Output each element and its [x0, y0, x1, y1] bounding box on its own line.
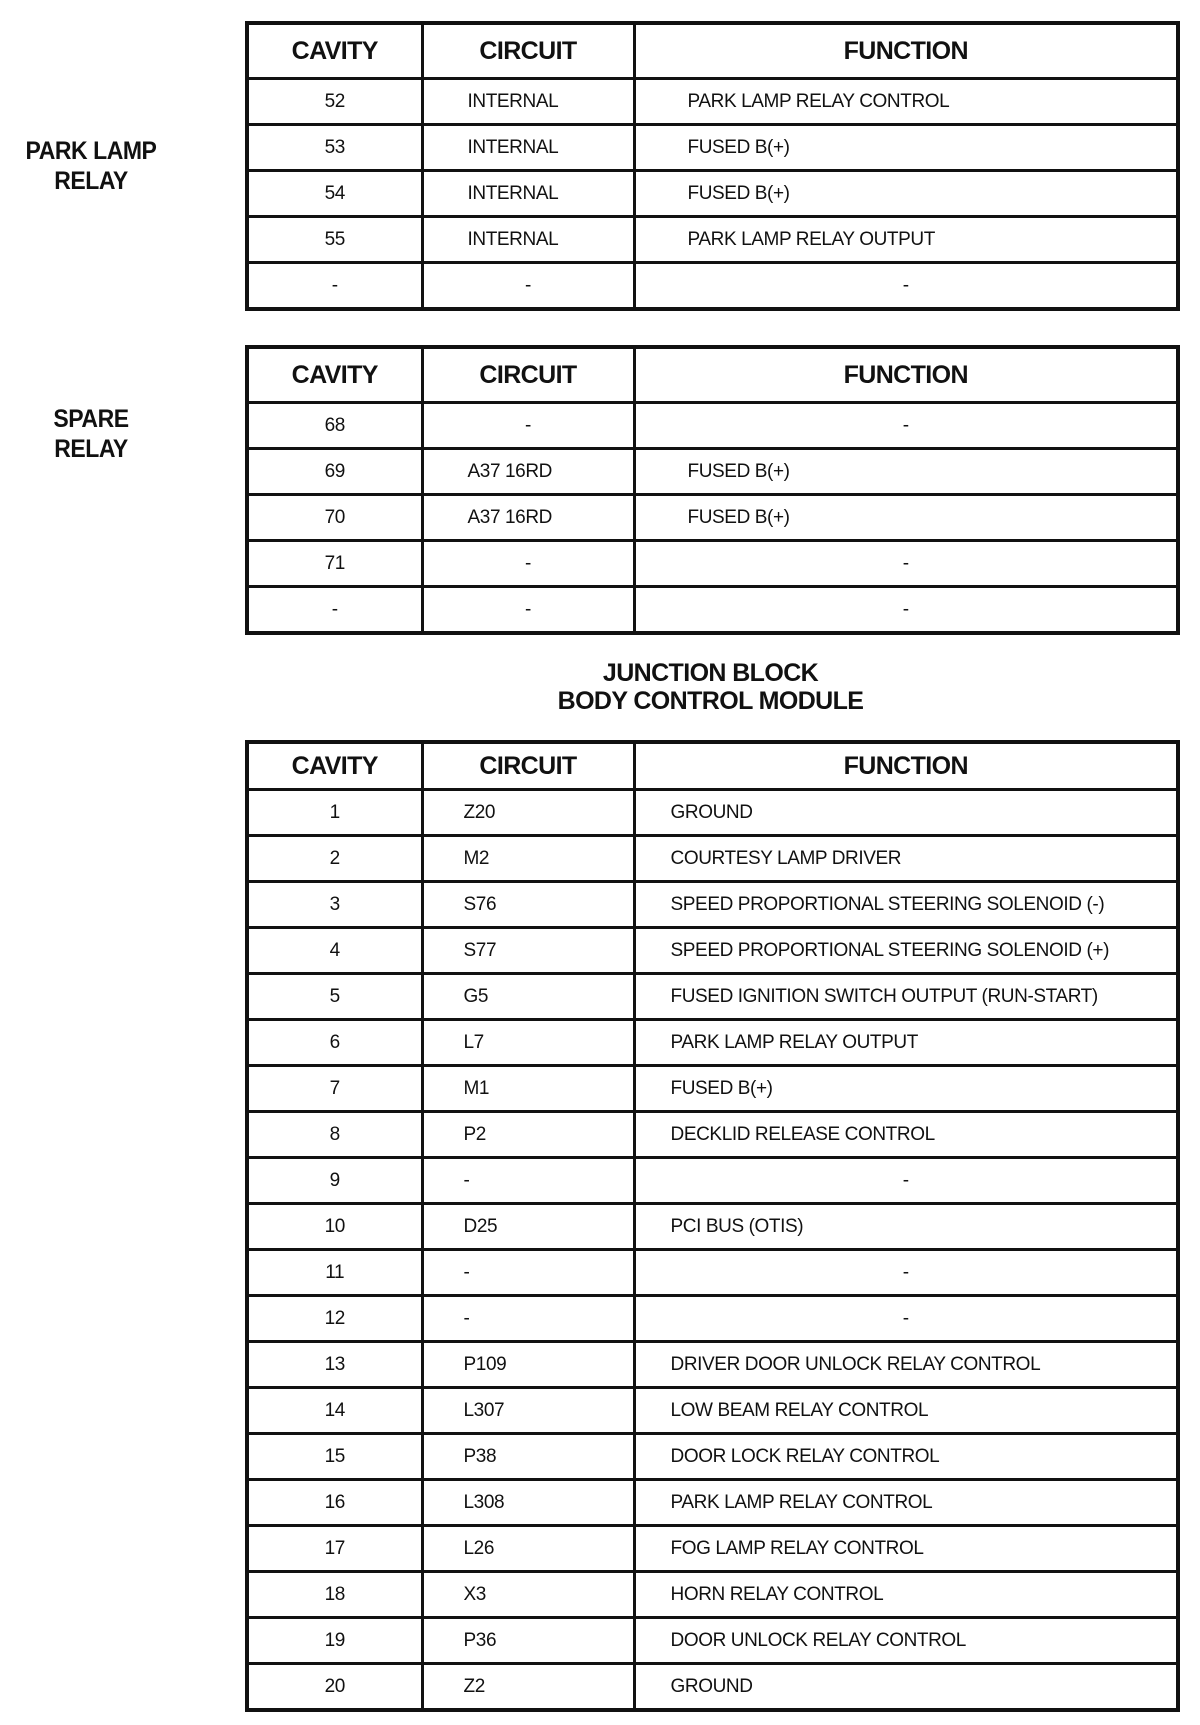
table-row	[247, 1526, 1178, 1572]
circuit-cell: D25	[422, 1204, 634, 1250]
cavity-cell: 13	[247, 1342, 422, 1388]
function-cell: SPEED PROPORTIONAL STEERING SOLENOID (-)	[634, 882, 1178, 928]
circuit-cell: A37 16RD	[422, 449, 634, 495]
cavity-cell: 4	[247, 928, 422, 974]
cavity-cell: 16	[247, 1480, 422, 1526]
circuit-cell: L7	[422, 1020, 634, 1066]
function-cell: SPEED PROPORTIONAL STEERING SOLENOID (+)	[634, 928, 1178, 974]
cavity-cell: 69	[247, 449, 422, 495]
table-row	[247, 1572, 1178, 1618]
circuit-cell: L308	[422, 1480, 634, 1526]
circuit-cell: INTERNAL	[422, 79, 634, 125]
circuit-cell: X3	[422, 1572, 634, 1618]
header-circuit: CIRCUIT	[422, 742, 634, 790]
cavity-cell: 9	[247, 1158, 422, 1204]
circuit-cell: A37 16RD	[422, 495, 634, 541]
park-lamp-relay-label-line1: PARK LAMP	[25, 137, 157, 165]
table-row	[247, 1112, 1178, 1158]
spare-relay-label	[7, 404, 174, 464]
header-cavity: CAVITY	[247, 347, 422, 403]
cavity-cell: 54	[247, 171, 422, 217]
circuit-cell: INTERNAL	[422, 171, 634, 217]
function-cell: DRIVER DOOR UNLOCK RELAY CONTROL	[634, 1342, 1178, 1388]
table-row	[247, 1204, 1178, 1250]
cavity-cell: 8	[247, 1112, 422, 1158]
cavity-cell: 53	[247, 125, 422, 171]
table-row	[247, 790, 1178, 836]
cavity-cell: 15	[247, 1434, 422, 1480]
body-control-module-title: BODY CONTROL MODULE	[557, 687, 864, 715]
park-lamp-relay-table	[245, 21, 1180, 311]
table-row	[247, 1066, 1178, 1112]
table-row	[247, 217, 1178, 263]
park-lamp-relay-label	[7, 136, 174, 196]
table-row	[247, 449, 1178, 495]
cavity-cell: 10	[247, 1204, 422, 1250]
cavity-cell: 55	[247, 217, 422, 263]
function-cell: PARK LAMP RELAY CONTROL	[634, 1480, 1178, 1526]
header-cavity: CAVITY	[247, 23, 422, 79]
junction-block-heading	[245, 659, 1176, 715]
function-cell: -	[634, 541, 1178, 587]
circuit-cell: L26	[422, 1526, 634, 1572]
circuit-cell: S76	[422, 882, 634, 928]
table-row	[247, 263, 1178, 310]
header-circuit: CIRCUIT	[422, 23, 634, 79]
cavity-cell: 1	[247, 790, 422, 836]
function-cell: DOOR UNLOCK RELAY CONTROL	[634, 1618, 1178, 1664]
circuit-cell: Z20	[422, 790, 634, 836]
function-cell: -	[634, 263, 1178, 310]
table-row	[247, 974, 1178, 1020]
circuit-cell: INTERNAL	[422, 217, 634, 263]
body-control-module-table	[245, 740, 1180, 1712]
cavity-cell: 20	[247, 1664, 422, 1711]
function-cell: FUSED B(+)	[634, 171, 1178, 217]
function-cell: PARK LAMP RELAY OUTPUT	[634, 217, 1178, 263]
table-row	[247, 836, 1178, 882]
header-function: FUNCTION	[634, 742, 1178, 790]
cavity-cell: 14	[247, 1388, 422, 1434]
table-row	[247, 882, 1178, 928]
function-cell: FOG LAMP RELAY CONTROL	[634, 1526, 1178, 1572]
circuit-cell: M1	[422, 1066, 634, 1112]
cavity-cell: 70	[247, 495, 422, 541]
function-cell: FUSED B(+)	[634, 495, 1178, 541]
table-row	[247, 1480, 1178, 1526]
cavity-cell: 6	[247, 1020, 422, 1066]
cavity-cell: -	[247, 587, 422, 634]
table-header-row	[247, 347, 1178, 403]
circuit-cell: -	[422, 1296, 634, 1342]
header-circuit: CIRCUIT	[422, 347, 634, 403]
circuit-cell: Z2	[422, 1664, 634, 1711]
cavity-cell: 18	[247, 1572, 422, 1618]
table-row	[247, 495, 1178, 541]
table-row	[247, 1664, 1178, 1711]
function-cell: DOOR LOCK RELAY CONTROL	[634, 1434, 1178, 1480]
table-row	[247, 1342, 1178, 1388]
function-cell: -	[634, 403, 1178, 449]
header-cavity: CAVITY	[247, 742, 422, 790]
table-row	[247, 1388, 1178, 1434]
circuit-cell: M2	[422, 836, 634, 882]
cavity-cell: 71	[247, 541, 422, 587]
spare-relay-table	[245, 345, 1180, 635]
table-header-row	[247, 23, 1178, 79]
header-function: FUNCTION	[634, 23, 1178, 79]
table-row	[247, 1296, 1178, 1342]
function-cell: GROUND	[634, 790, 1178, 836]
cavity-cell: 12	[247, 1296, 422, 1342]
circuit-cell: P2	[422, 1112, 634, 1158]
circuit-cell: -	[422, 403, 634, 449]
function-cell: PCI BUS (OTIS)	[634, 1204, 1178, 1250]
cavity-cell: -	[247, 263, 422, 310]
circuit-cell: L307	[422, 1388, 634, 1434]
cavity-cell: 19	[247, 1618, 422, 1664]
function-cell: LOW BEAM RELAY CONTROL	[634, 1388, 1178, 1434]
circuit-cell: P36	[422, 1618, 634, 1664]
circuit-cell: -	[422, 1158, 634, 1204]
table-row	[247, 403, 1178, 449]
header-function: FUNCTION	[634, 347, 1178, 403]
cavity-cell: 3	[247, 882, 422, 928]
function-cell: COURTESY LAMP DRIVER	[634, 836, 1178, 882]
table-row	[247, 928, 1178, 974]
table-row	[247, 1158, 1178, 1204]
spare-relay-label-line2: RELAY	[54, 435, 128, 463]
function-cell: -	[634, 1250, 1178, 1296]
park-lamp-relay-label-line2: RELAY	[54, 167, 128, 195]
circuit-cell: P38	[422, 1434, 634, 1480]
circuit-cell: -	[422, 263, 634, 310]
circuit-cell: S77	[422, 928, 634, 974]
circuit-cell: G5	[422, 974, 634, 1020]
junction-block-title: JUNCTION BLOCK	[602, 659, 819, 687]
cavity-cell: 2	[247, 836, 422, 882]
function-cell: FUSED IGNITION SWITCH OUTPUT (RUN-START)	[634, 974, 1178, 1020]
circuit-cell: P109	[422, 1342, 634, 1388]
table-row	[247, 171, 1178, 217]
cavity-cell: 17	[247, 1526, 422, 1572]
table-row	[247, 541, 1178, 587]
function-cell: HORN RELAY CONTROL	[634, 1572, 1178, 1618]
table-row	[247, 1434, 1178, 1480]
circuit-cell: -	[422, 541, 634, 587]
function-cell: DECKLID RELEASE CONTROL	[634, 1112, 1178, 1158]
function-cell: PARK LAMP RELAY OUTPUT	[634, 1020, 1178, 1066]
spare-relay-label-line1: SPARE	[53, 405, 129, 433]
function-cell: GROUND	[634, 1664, 1178, 1711]
table-row	[247, 1020, 1178, 1066]
cavity-cell: 68	[247, 403, 422, 449]
circuit-cell: -	[422, 1250, 634, 1296]
function-cell: FUSED B(+)	[634, 125, 1178, 171]
cavity-cell: 52	[247, 79, 422, 125]
circuit-cell: -	[422, 587, 634, 634]
function-cell: FUSED B(+)	[634, 1066, 1178, 1112]
table-row	[247, 1618, 1178, 1664]
function-cell: -	[634, 1158, 1178, 1204]
table-row	[247, 79, 1178, 125]
function-cell: -	[634, 587, 1178, 634]
table-header-row	[247, 742, 1178, 790]
cavity-cell: 11	[247, 1250, 422, 1296]
cavity-cell: 7	[247, 1066, 422, 1112]
function-cell: PARK LAMP RELAY CONTROL	[634, 79, 1178, 125]
table-row	[247, 1250, 1178, 1296]
circuit-cell: INTERNAL	[422, 125, 634, 171]
function-cell: FUSED B(+)	[634, 449, 1178, 495]
function-cell: -	[634, 1296, 1178, 1342]
table-row	[247, 587, 1178, 634]
cavity-cell: 5	[247, 974, 422, 1020]
table-row	[247, 125, 1178, 171]
